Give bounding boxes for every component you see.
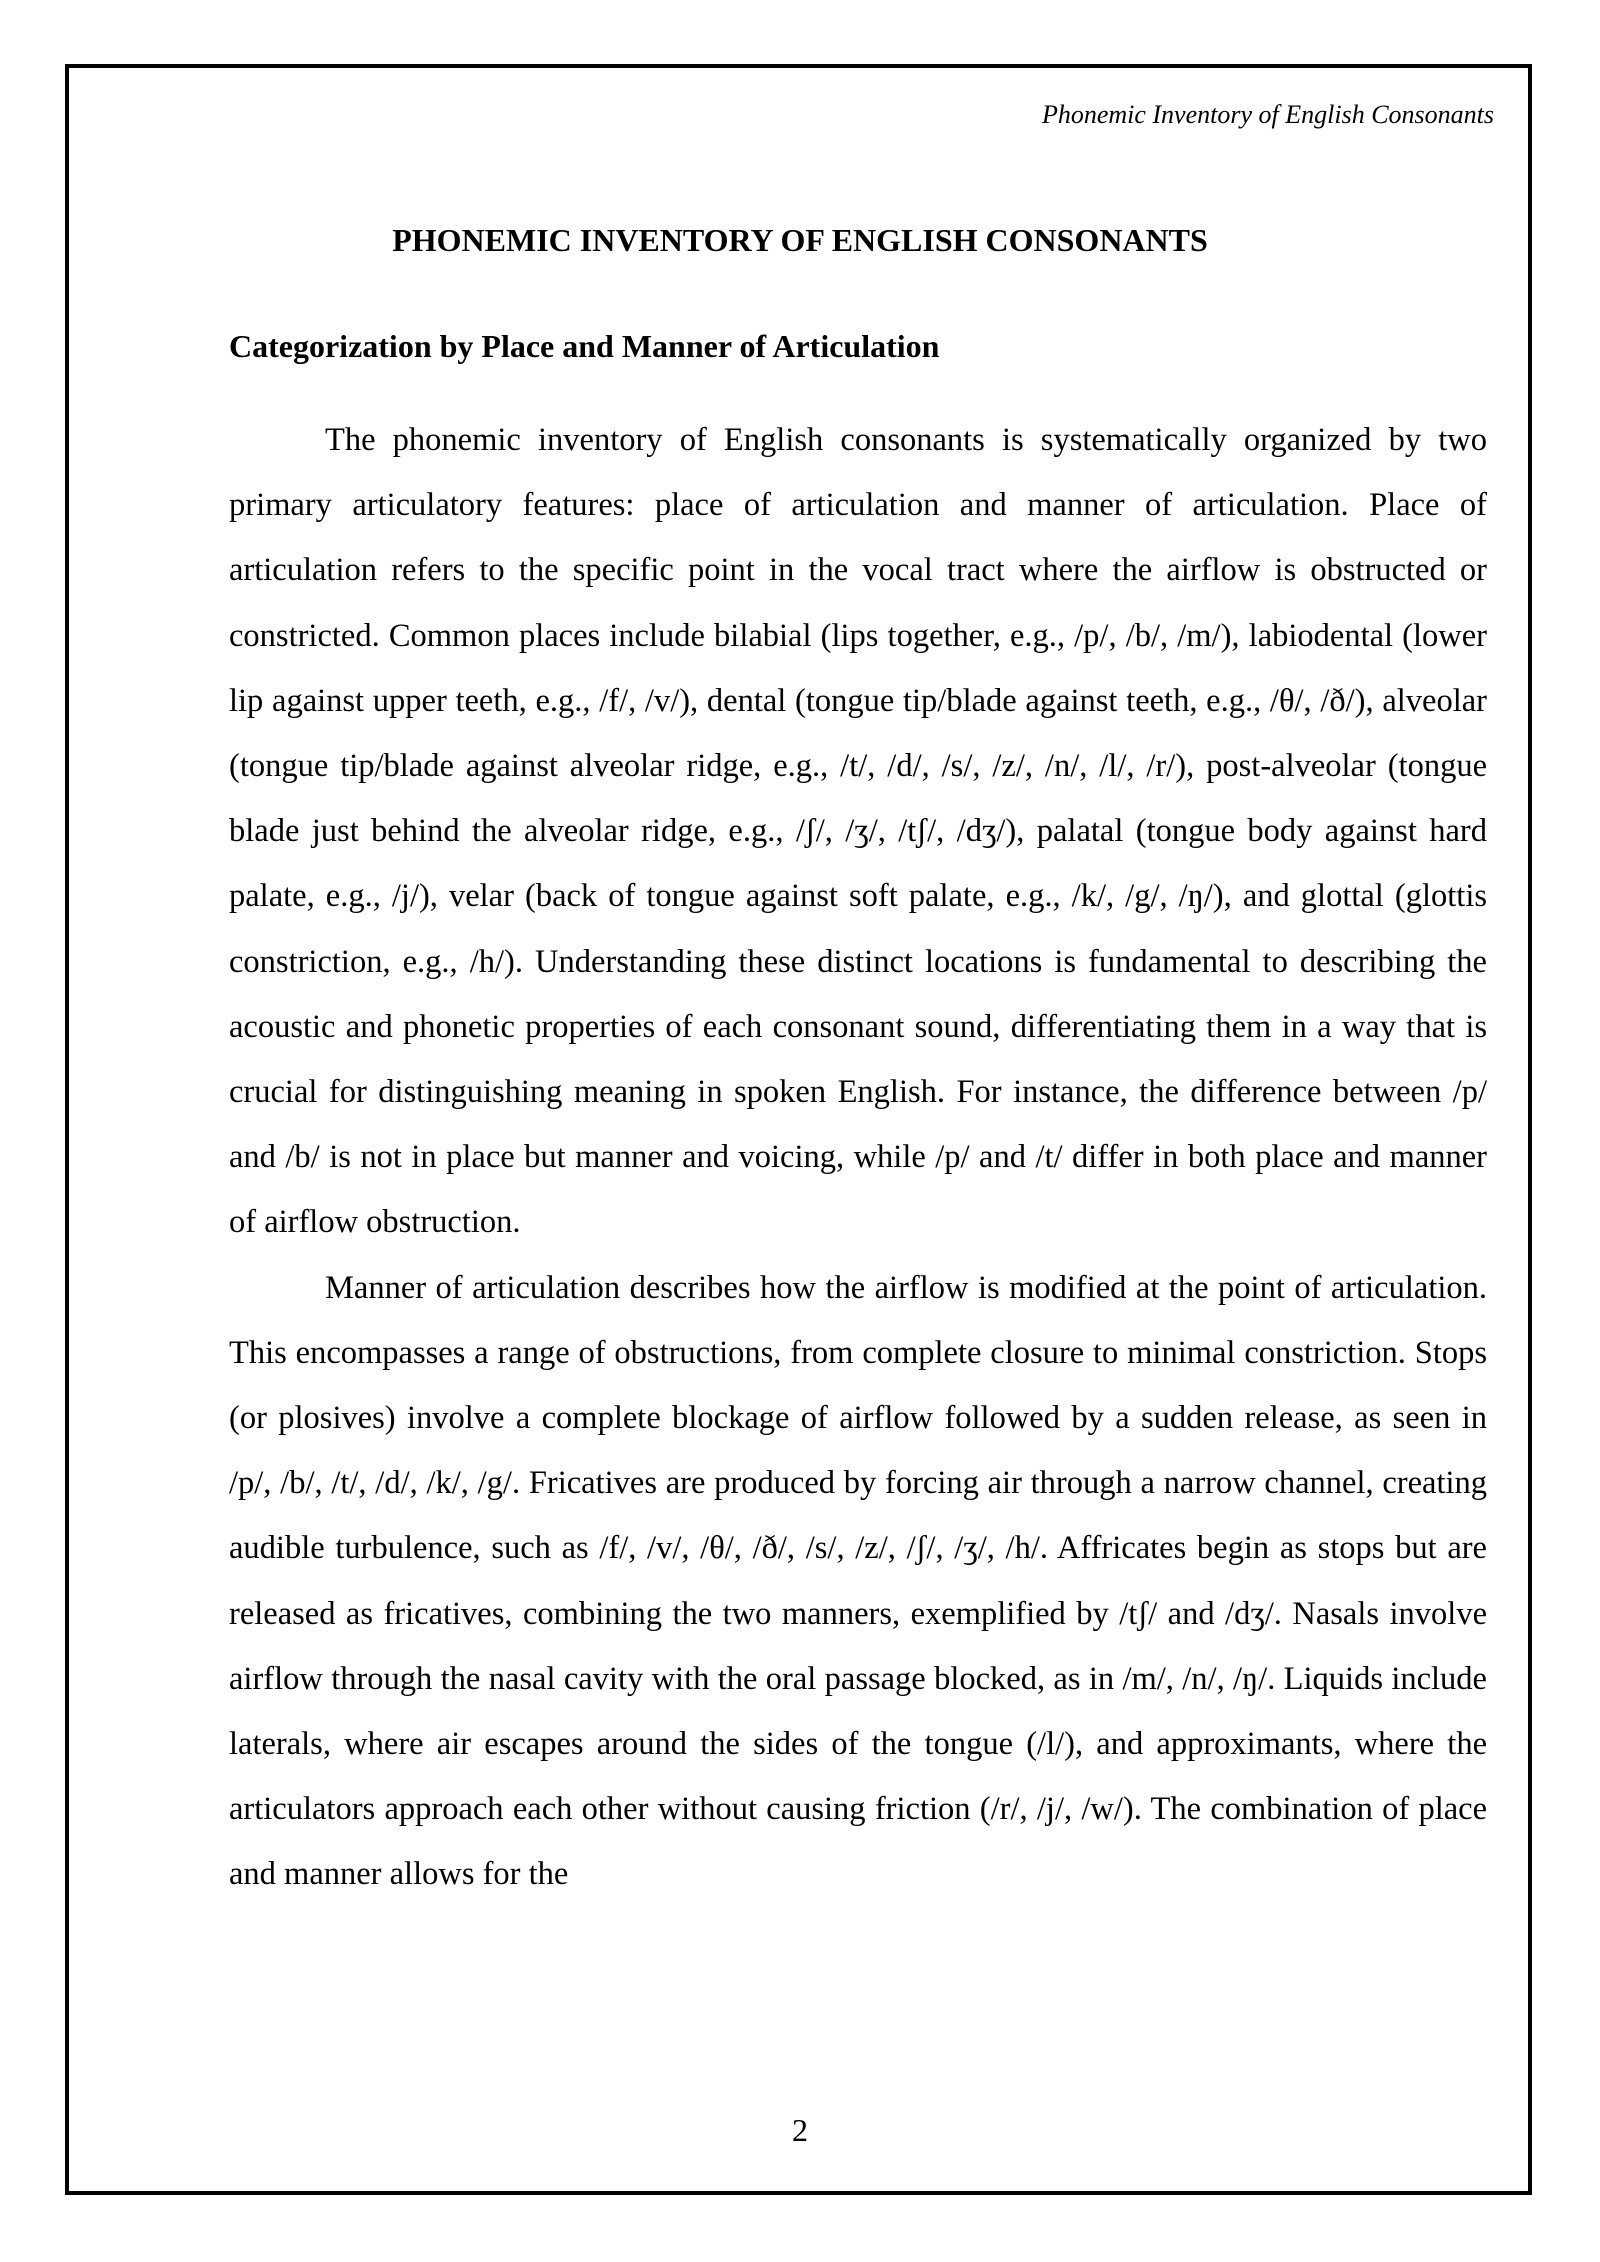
page-number: 2 (792, 2112, 808, 2148)
body-text (229, 408, 1487, 1908)
running-header: Phonemic Inventory of English Consonants (1041, 100, 1494, 129)
paragraph-manner-of-articulation: Manner of articulation describes how the airflow is modified at the point of articulation. This encompasses a range of obstructions, from complete closure to minimal constriction. Stops (or plosives) involve a complete blockage of airflow followed by a sudden release, as seen in /p/, /b/, /t/, /d/, /k/, /g/. Fricatives are produced by forcing air through a narrow channel, creating audible turbulence, such as /f/, /v/, /θ/, /ð/, /s/, /z/, /ʃ/, /ʒ/, /h/. Affricates begin as stops but are released as fricatives, combining the two manners, exemplified by /tʃ/ and /dʒ/. Nasals involve airflow through the nasal cavity with the oral passage blocked, as in /m/, /n/, /ŋ/. Liquids include laterals, where air escapes around the sides of the tongue (/l/), and approximants, where the articulators approach each other without causing friction (/r/, /j/, /w/). The combination of place and manner allows for the (229, 1269, 1487, 1893)
paragraph-place-of-articulation: The phonemic inventory of English consonants is systematically organized by two primary articulatory features: place of articulation and manner of articulation. Place of articulation refers to the specific point in the vocal tract where the airflow is obstructed or constricted. Common places include bilabial (lips together, e.g., /p/, /b/, /m/), labiodental (lower lip against upper teeth, e.g., /f/, /v/), dental (tongue tip/blade against teeth, e.g., /θ/, /ð/), alveolar (tongue tip/blade against alveolar ridge, e.g., /t/, /d/, /s/, /z/, /n/, /l/, /r/), post-alveolar (tongue blade just behind the alveolar ridge, e.g., /ʃ/, /ʒ/, /tʃ/, /dʒ/), palatal (tongue body against hard palate, e.g., /j/), velar (back of tongue against soft palate, e.g., /k/, /g/, /ŋ/), and glottal (glottis constriction, e.g., /h/). Understanding these distinct locations is fundamental to describing the acoustic and phonetic properties of each consonant sound, differentiating them in a way that is crucial for distinguishing meaning in spoken English. For instance, the difference between /p/ and /b/ is not in place but manner and voicing, while /p/ and /t/ differ in both place and manner of airflow obstruction. (229, 422, 1487, 1241)
section-heading: Categorization by Place and Manner of Articulation (229, 328, 940, 364)
document-title: PHONEMIC INVENTORY OF ENGLISH CONSONANTS (392, 222, 1208, 258)
